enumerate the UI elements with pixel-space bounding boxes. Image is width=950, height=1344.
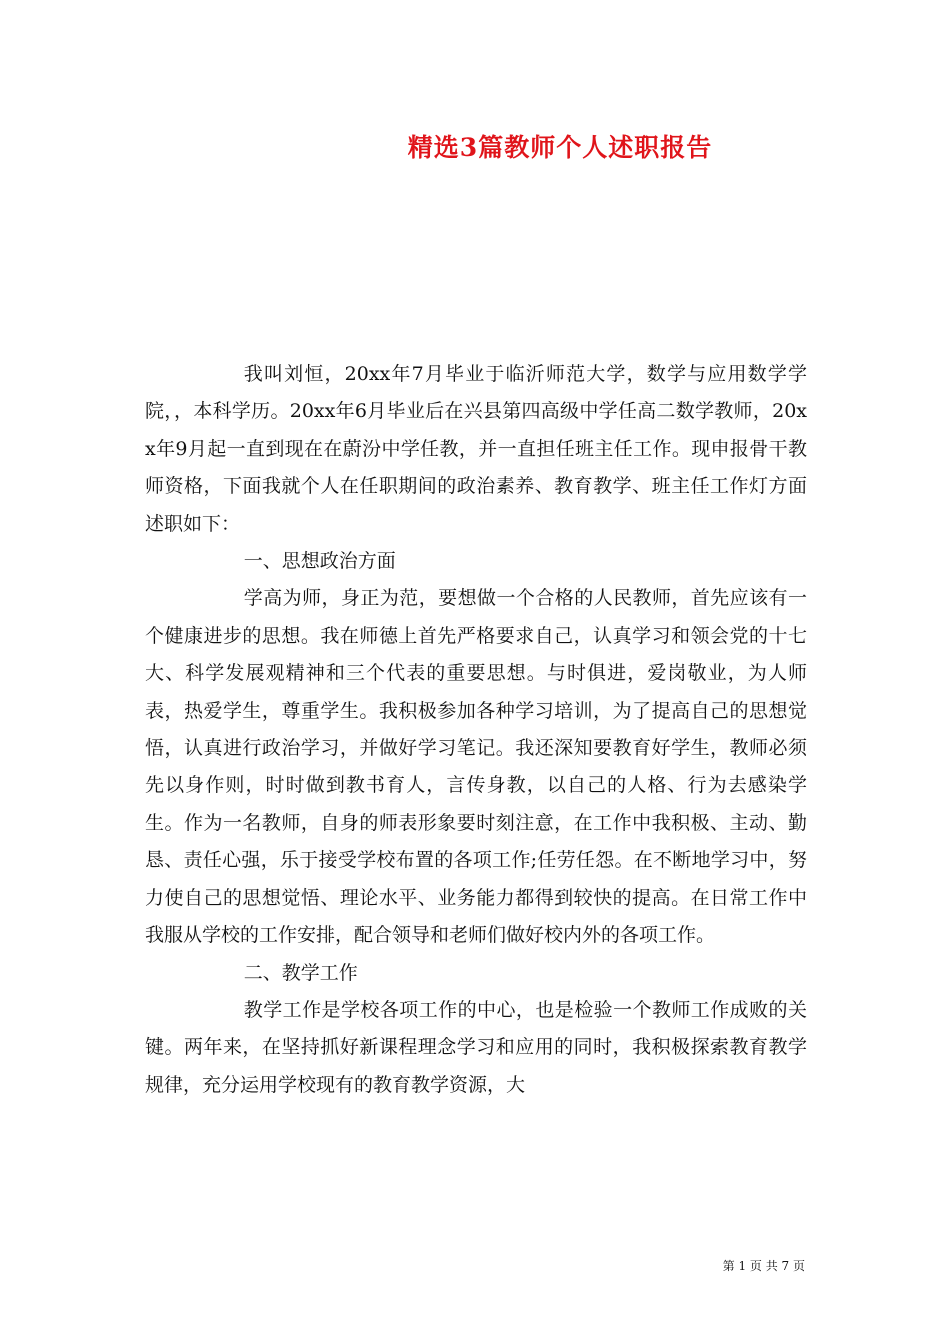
document-title: 精选3篇教师个人述职报告 [407, 133, 713, 162]
paragraph-teaching: 教学工作是学校各项工作的中心，也是检验一个教师工作成败的关键。两年来，在坚持抓好新课程理念学习和应用的同时，我积极探索教育教学规律，充分运用学校现有的教育教学资源，大 [145, 998, 807, 1096]
paragraph-intro: 我叫刘恒，20xx年7月毕业于临沂师范大学，数学与应用数学学院，，本科学历。20xx年6月毕业后在兴县第四高级中学任高二数学教师，20xx年9月起一直到现在在蔚汾中学任教，并一直担任班主任工作。现申报骨干教师资格，下面我就个人在任职期间的政治素养、教育教学、班主任工作灯方面述职如下： [145, 363, 807, 535]
document-body [145, 356, 807, 1104]
section-heading-teaching: 二、教学工作 [243, 961, 358, 984]
page-footer: 第 1 页 共 7 页 [722, 1259, 805, 1273]
section-heading-political: 一、思想政治方面 [243, 550, 396, 573]
paragraph-political: 学高为师，身正为范，要想做一个合格的人民教师，首先应该有一个健康进步的思想。我在师德上首先严格要求自己，认真学习和领会党的十七大、科学发展观精神和三个代表的重要思想。与时俱进，爱岗敬业，为人师表，热爱学生，尊重学生。我积极参加各种学习培训，为了提高自己的思想觉悟，认真进行政治学习，并做好学习笔记。我还深知要教育好学生，教师必须先以身作则，时时做到教书育人，言传身教，以自己的人格、行为去感染学生。作为一名教师，自身的师表形象要时刻注意，在工作中我积极、主动、勤恳、责任心强，乐于接受学校布置的各项工作;任劳任怨。在不断地学习中，努力使自己的思想觉悟、理论水平、业务能力都得到较快的提高。在日常工作中我服从学校的工作安排，配合领导和老师们做好校内外的各项工作。 [145, 587, 807, 947]
